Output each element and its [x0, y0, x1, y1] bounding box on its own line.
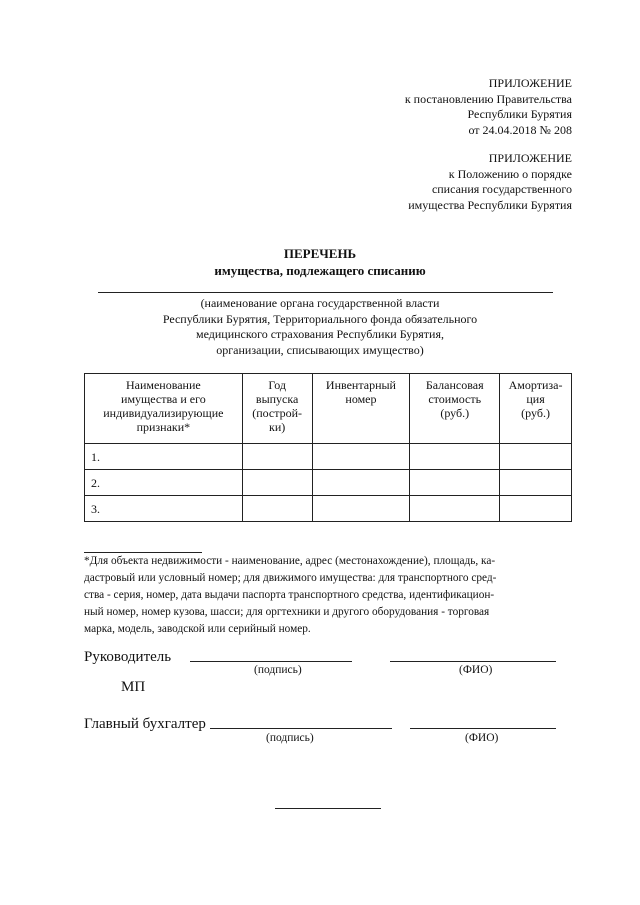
organization-name-line — [98, 292, 553, 293]
appendix-line: от 24.04.2018 № 208 — [468, 122, 572, 137]
caption-line: медицинского страхования Республики Бурятия, — [195, 327, 444, 341]
footnote-line: *Для объекта недвижимости - наименование, адрес (местонахождение), площадь, ка- — [84, 555, 496, 567]
header-text: признаки* — [136, 420, 191, 434]
table-row — [85, 496, 572, 522]
table-cell — [500, 444, 572, 470]
header-text: (руб.) — [521, 406, 550, 420]
table-cell — [242, 444, 312, 470]
header-name — [85, 374, 243, 444]
header-balance-value — [410, 374, 500, 444]
header-text: стоимость — [428, 392, 482, 406]
caption-line: организации, списывающих имущество) — [216, 342, 424, 357]
footnote — [84, 553, 574, 638]
header-inventory-number — [312, 374, 410, 444]
footnote-line: ный номер, номер кузова, шасси; для оргтехники и другого оборудования - торговая — [84, 606, 490, 618]
table-cell — [500, 496, 572, 522]
table-header-row — [85, 374, 572, 444]
header-year — [242, 374, 312, 444]
table-cell — [242, 496, 312, 522]
table-cell — [500, 470, 572, 496]
footnote-line: дастровый или условный номер; для движимого имущества: для транспортного сред- — [84, 572, 497, 584]
header-text: Балансовая — [425, 378, 484, 392]
accountant-signature-line — [210, 728, 392, 729]
table-cell — [312, 496, 410, 522]
table-cell — [410, 496, 500, 522]
header-text: ки) — [269, 420, 286, 434]
appendix-line: имущества Республики Бурятия — [408, 197, 572, 212]
document-title: ПЕРЕЧЕНЬ — [283, 246, 357, 261]
appendix-title: ПРИЛОЖЕНИЕ — [488, 151, 572, 165]
table-cell — [410, 470, 500, 496]
appendix-title: ПРИЛОЖЕНИЕ — [488, 76, 572, 90]
caption-line: (наименование органа государственной власти — [200, 296, 440, 310]
caption-line: Республики Бурятия, Территориального фонда обязательного — [162, 311, 478, 326]
header-text: имущества и его — [121, 392, 206, 406]
property-table — [84, 373, 572, 522]
header-depreciation — [500, 374, 572, 444]
row-number: 3. — [85, 496, 243, 522]
appendix-block-2 — [408, 151, 572, 213]
head-name-line — [390, 661, 556, 662]
document-heading — [60, 245, 580, 279]
header-text: (руб.) — [440, 406, 470, 420]
header-text: Год — [268, 378, 286, 392]
accountant-signature-caption: (подпись) — [266, 732, 314, 744]
head-signature-line — [190, 661, 352, 662]
appendix-block-1 — [405, 76, 572, 138]
header-text: (построй- — [252, 406, 303, 420]
table-row — [85, 470, 572, 496]
table-cell — [242, 470, 312, 496]
header-text: выпуска — [255, 392, 299, 406]
row-number: 1. — [85, 444, 243, 470]
appendix-line: списания государственного — [431, 182, 572, 196]
header-text: индивидуализирующие — [103, 406, 224, 420]
accountant-name-caption: (ФИО) — [465, 732, 499, 744]
table-cell — [312, 444, 410, 470]
header-text: номер — [345, 392, 377, 406]
accountant-label: Главный бухгалтер — [84, 716, 206, 732]
header-text: Амортиза- — [508, 378, 563, 392]
appendix-line: Республики Бурятия — [467, 107, 572, 121]
document-subtitle: имущества, подлежащего списанию — [214, 263, 426, 278]
stamp-place: МП — [121, 679, 146, 695]
header-text: Наименование — [125, 378, 201, 392]
accountant-name-line — [410, 728, 556, 729]
table-row — [85, 444, 572, 470]
header-text: Инвентарный — [325, 378, 396, 392]
end-separator — [275, 808, 381, 809]
appendix-line: к Положению о порядке — [448, 166, 572, 181]
head-label: Руководитель — [84, 649, 172, 665]
footnote-line: марка, модель, заводской или серийный номер. — [84, 623, 311, 635]
footnote-line: ства - серия, номер, дата выдачи паспорта транспортного средства, идентификацион- — [84, 589, 495, 601]
table-cell — [312, 470, 410, 496]
header-text: ция — [526, 392, 545, 406]
head-signature-caption: (подпись) — [254, 664, 302, 676]
head-name-caption: (ФИО) — [459, 664, 493, 676]
table-cell — [410, 444, 500, 470]
appendix-line: к постановлению Правительства — [404, 91, 572, 106]
row-number: 2. — [85, 470, 243, 496]
organization-caption — [60, 296, 580, 358]
